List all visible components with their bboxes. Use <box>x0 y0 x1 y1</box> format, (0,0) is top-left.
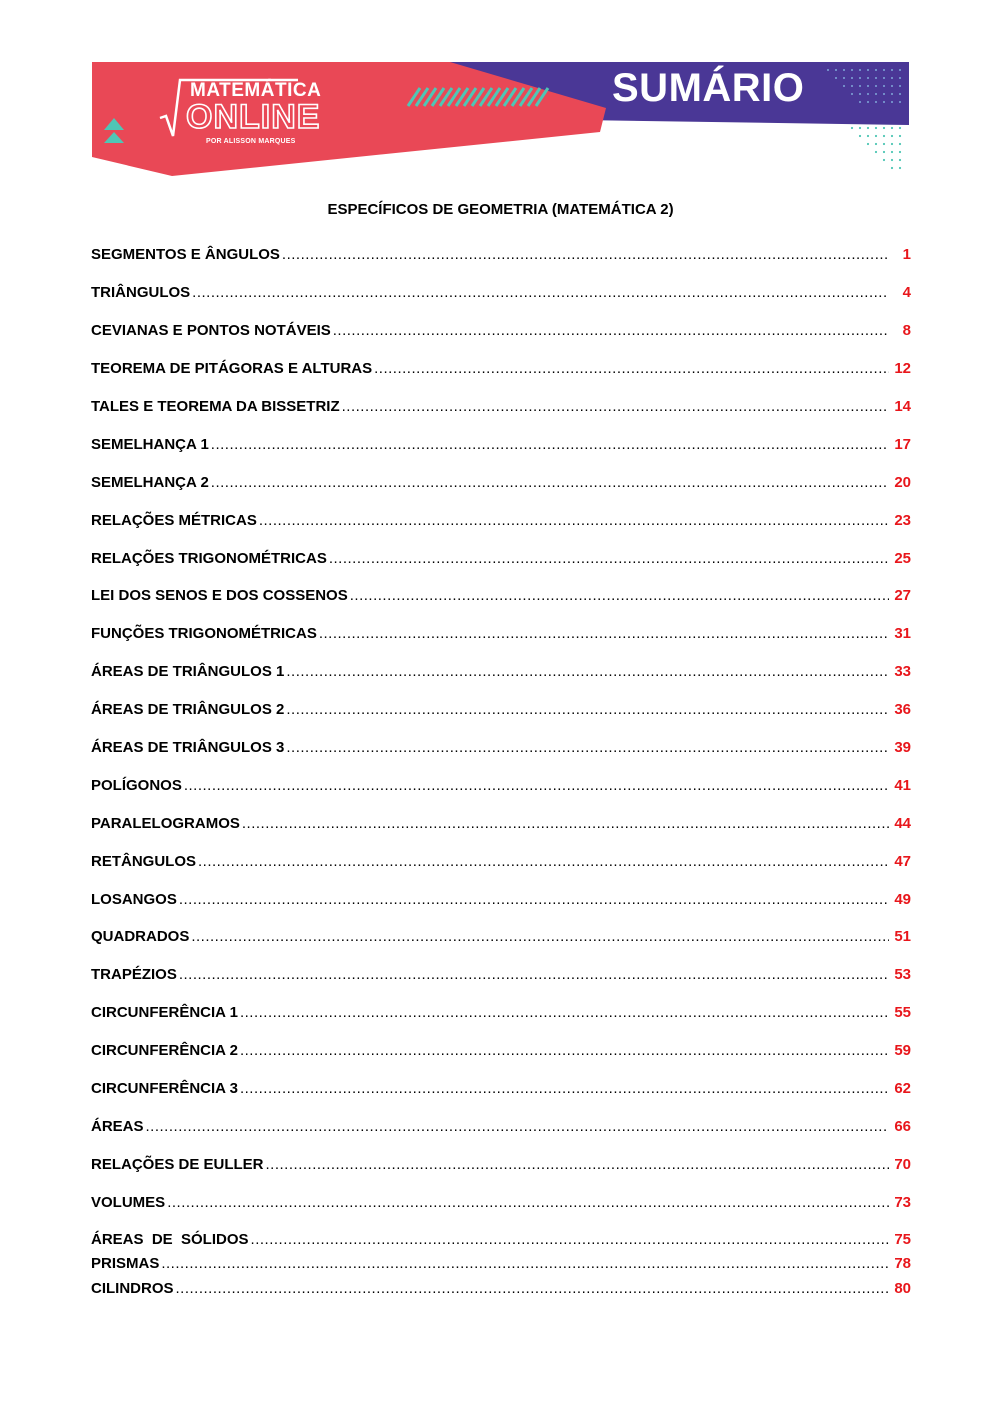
section-title: ESPECÍFICOS DE GEOMETRIA (MATEMÁTICA 2) <box>327 201 674 218</box>
toc-entry-label: FUNÇÕES TRIGONOMÉTRICAS <box>91 625 317 643</box>
toc-entry-label: RELAÇÕES DE EULLER <box>91 1155 264 1173</box>
toc-entry-page: 62 <box>894 1080 911 1098</box>
toc-entry[interactable] <box>91 1227 911 1252</box>
toc-entry-label: RETÂNGULOS <box>91 852 196 870</box>
toc-entry-page: 33 <box>894 663 911 681</box>
toc-leader-dots <box>286 701 889 718</box>
toc-leader-dots <box>198 853 889 870</box>
toc-entry-page: 59 <box>894 1042 911 1060</box>
toc-entry-page: 73 <box>894 1193 911 1211</box>
toc-leader-dots <box>266 1156 889 1173</box>
toc-entry[interactable] <box>91 236 911 274</box>
toc-leader-dots <box>240 1004 889 1021</box>
header-banner <box>0 0 1001 200</box>
toc-leader-dots <box>350 587 889 604</box>
toc-leader-dots <box>179 891 889 908</box>
toc-entry-page: 17 <box>894 435 911 453</box>
toc-leader-dots <box>176 1280 890 1297</box>
toc-leader-dots <box>286 663 889 680</box>
toc-leader-dots <box>161 1255 889 1272</box>
toc-entry-label: TALES E TEOREMA DA BISSETRIZ <box>91 398 340 415</box>
toc-entry[interactable] <box>91 1070 911 1108</box>
toc-entry[interactable] <box>91 1183 911 1221</box>
toc-entry-label: TRAPÉZIOS <box>91 966 177 984</box>
toc-entry-label: ÁREAS <box>91 1117 144 1135</box>
toc-entry[interactable] <box>91 956 911 994</box>
toc-entry-label: VOLUMES <box>91 1193 166 1211</box>
toc-entry[interactable] <box>91 350 911 388</box>
table-of-contents <box>91 236 911 1301</box>
toc-entry-page: 75 <box>894 1230 911 1248</box>
toc-entry[interactable] <box>91 729 911 767</box>
toc-entry-label: ÁREAS DE TRIÂNGULOS 2 <box>91 701 285 719</box>
toc-leader-dots <box>179 966 889 983</box>
toc-entry[interactable] <box>91 766 911 804</box>
toc-entry-label: TEOREMA DE PITÁGORAS E ALTURAS <box>91 360 373 378</box>
toc-entry[interactable] <box>91 918 911 956</box>
toc-entry[interactable] <box>91 1107 911 1145</box>
toc-entry[interactable] <box>91 804 911 842</box>
toc-entry[interactable] <box>91 577 911 615</box>
toc-entry[interactable] <box>91 880 911 918</box>
toc-entry-page: 36 <box>894 701 911 719</box>
toc-entry-label: SEMELHANÇA 1 <box>91 435 209 453</box>
toc-entry-label: PARALELOGRAMOS <box>91 814 240 832</box>
toc-entry-page: 41 <box>894 776 911 794</box>
toc-leader-dots <box>242 815 889 832</box>
toc-entry-page: 47 <box>894 852 911 870</box>
toc-entry[interactable] <box>91 539 911 577</box>
toc-entry-page: 44 <box>894 814 911 832</box>
toc-entry[interactable] <box>91 312 911 350</box>
toc-entry[interactable] <box>91 1145 911 1183</box>
toc-entry-page: 70 <box>894 1155 911 1173</box>
toc-entry-label: RELAÇÕES MÉTRICAS <box>91 511 257 529</box>
toc-entry-page: 66 <box>894 1117 911 1135</box>
toc-entry-page: 12 <box>894 360 911 378</box>
toc-entry-label: LEI DOS SENOS E DOS COSSENOS <box>91 587 348 605</box>
toc-entry[interactable] <box>91 691 911 729</box>
toc-entry-page: 39 <box>894 739 911 757</box>
toc-entry-page: 80 <box>894 1279 911 1297</box>
toc-entry-page: 14 <box>894 398 911 415</box>
toc-entry[interactable] <box>91 1032 911 1070</box>
toc-entry-label: ÁREAS DE SÓLIDOS <box>91 1230 249 1248</box>
toc-entry-page: 53 <box>894 966 911 984</box>
banner-dot-pattern <box>851 127 901 169</box>
toc-leader-dots <box>211 474 889 491</box>
toc-leader-dots <box>319 625 889 642</box>
logo-text-online: ONLINE <box>186 98 321 136</box>
toc-leader-dots <box>259 512 889 529</box>
toc-entry-page: 8 <box>902 322 911 340</box>
toc-entry[interactable] <box>91 274 911 312</box>
toc-leader-dots <box>167 1194 889 1211</box>
toc-entry-label: CIRCUNFERÊNCIA 3 <box>91 1080 238 1098</box>
toc-leader-dots <box>211 436 889 453</box>
toc-entry-label: CIRCUNFERÊNCIA 1 <box>91 1004 238 1022</box>
toc-entry-label: TRIÂNGULOS <box>91 284 191 302</box>
toc-entry-page: 55 <box>894 1004 911 1022</box>
toc-leader-dots <box>240 1042 889 1059</box>
toc-entry-page: 27 <box>894 587 911 605</box>
toc-entry[interactable] <box>91 615 911 653</box>
toc-leader-dots <box>146 1118 889 1135</box>
toc-entry-label: LOSANGOS <box>91 890 177 908</box>
toc-entry-page: 20 <box>894 473 911 491</box>
toc-leader-dots <box>374 360 889 377</box>
toc-entry[interactable] <box>91 388 911 426</box>
toc-leader-dots <box>192 284 889 301</box>
toc-entry-label: SEGMENTOS E ÂNGULOS <box>91 246 280 264</box>
toc-entry[interactable] <box>91 1276 911 1301</box>
toc-entry[interactable] <box>91 463 911 501</box>
toc-leader-dots <box>251 1231 889 1248</box>
toc-leader-dots <box>282 246 889 263</box>
toc-leader-dots <box>286 739 889 756</box>
toc-entry-page: 25 <box>894 549 911 567</box>
toc-entry-page: 4 <box>902 284 911 302</box>
toc-entry-page: 31 <box>894 625 911 643</box>
toc-entry-label: QUADRADOS <box>91 928 190 946</box>
toc-entry-label: ÁREAS DE TRIÂNGULOS 1 <box>91 663 285 681</box>
toc-entry-label: POLÍGONOS <box>91 776 182 794</box>
logo-byline: POR ALISSON MARQUES <box>206 138 296 145</box>
toc-entry-label: CEVIANAS E PONTOS NOTÁVEIS <box>91 322 331 340</box>
toc-leader-dots <box>191 928 889 945</box>
toc-entry-label: RELAÇÕES TRIGONOMÉTRICAS <box>91 549 327 567</box>
banner-title: SUMÁRIO <box>612 66 805 110</box>
toc-entry-page: 23 <box>894 511 911 529</box>
toc-entry-page: 51 <box>894 928 911 946</box>
toc-leader-dots <box>240 1080 889 1097</box>
toc-entry[interactable] <box>91 994 911 1032</box>
toc-entry-label: PRISMAS <box>91 1255 160 1273</box>
toc-entry[interactable] <box>91 653 911 691</box>
toc-entry-page: 1 <box>902 246 911 264</box>
toc-entry[interactable] <box>91 501 911 539</box>
toc-entry-label: CILINDROS <box>91 1279 174 1297</box>
toc-entry-page: 49 <box>894 890 911 908</box>
toc-entry[interactable] <box>91 842 911 880</box>
toc-entry-label: SEMELHANÇA 2 <box>91 473 209 491</box>
toc-entry-label: ÁREAS DE TRIÂNGULOS 3 <box>91 739 285 757</box>
toc-leader-dots <box>333 322 889 339</box>
toc-entry[interactable] <box>91 425 911 463</box>
toc-leader-dots <box>342 398 889 415</box>
toc-leader-dots <box>184 777 889 794</box>
toc-entry-label: CIRCUNFERÊNCIA 2 <box>91 1042 238 1060</box>
toc-entry[interactable] <box>91 1252 911 1277</box>
toc-entry-page: 78 <box>894 1255 911 1273</box>
logo-text-matematica: MATEMÁTICA <box>190 80 322 101</box>
toc-leader-dots <box>329 550 889 567</box>
